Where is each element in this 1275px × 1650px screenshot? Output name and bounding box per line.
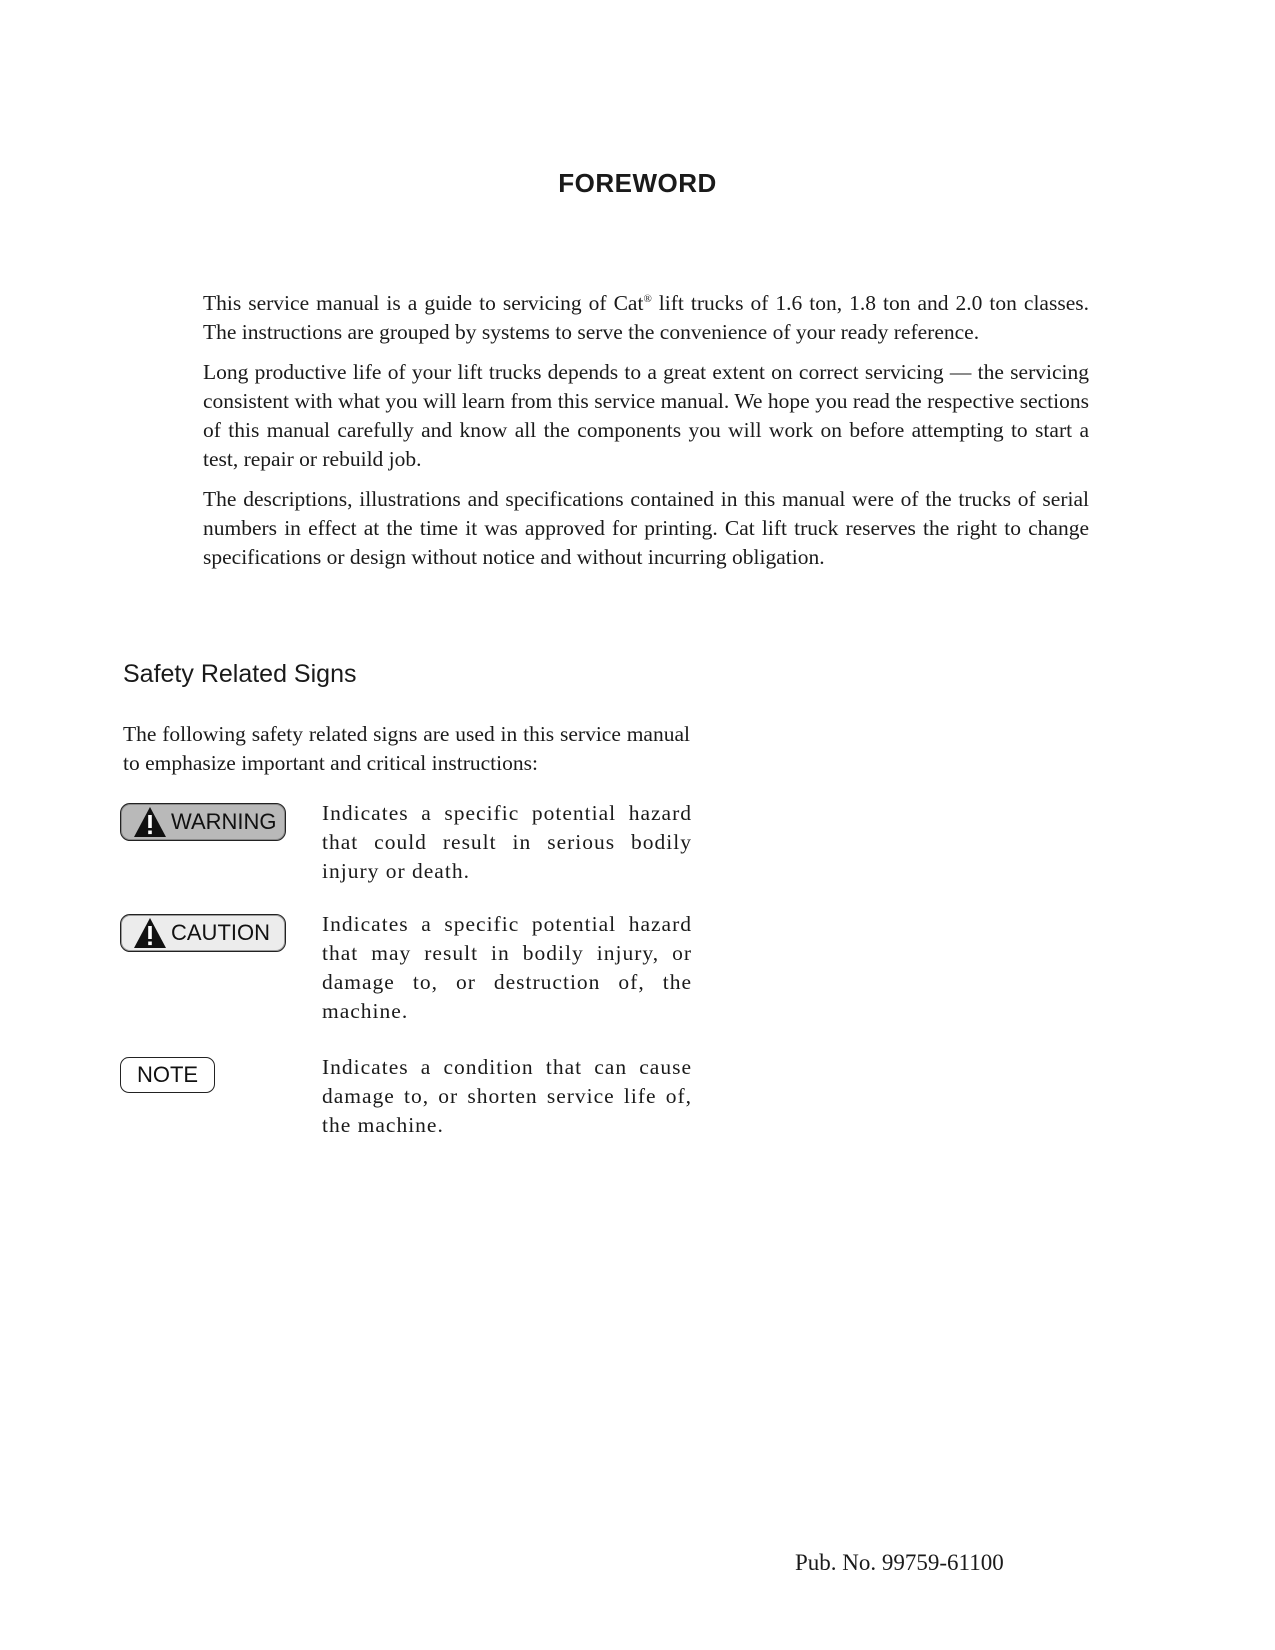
- note-badge: [120, 1057, 215, 1093]
- warning-badge: [120, 803, 286, 841]
- foreword-paragraph-1-text: This service manual is a guide to servicing of Cat: [203, 291, 644, 315]
- caution-badge: [120, 914, 286, 952]
- warning-description: Indicates a specific potential hazard that could result in serious bodily injury or death.: [322, 801, 692, 883]
- warning-triangle-icon: [133, 917, 167, 949]
- warning-label: WARNING: [171, 809, 277, 834]
- caution-label: CAUTION: [171, 920, 270, 945]
- foreword-paragraph-3: The descriptions, illustrations and specifications contained in this manual were of the trucks of serial numbers in effect at the time it was approved for printing. Cat lift truck reserves the right to change specifications or design without notice and without incurring obligation.: [203, 487, 1089, 569]
- page-title: FOREWORD: [558, 168, 717, 198]
- registered-mark: ®: [643, 293, 652, 305]
- caution-description: Indicates a specific potential hazard that may result in bodily injury, or damage to, or destruction of, the machine.: [322, 912, 692, 1023]
- foreword-paragraph-1: [203, 289, 1089, 347]
- foreword-paragraph-2: Long productive life of your lift trucks depends to a great extent on correct servicing — the servicing consistent with what you will learn from this service manual. We hope you read the respective sections of this manual carefully and know all the components you will work on before attempting to start a test, repair or rebuild job.: [203, 360, 1089, 471]
- section-heading: Safety Related Signs: [123, 660, 357, 688]
- note-label: NOTE: [136, 1062, 199, 1087]
- section-intro: The following safety related signs are used in this service manual to emphasize important and critical instructions:: [123, 722, 690, 775]
- foreword-paragraph-1-text-cont: lift trucks of 1.6 ton, 1.8 ton and 2.0 ton classes. The instructions are grouped by systems to serve the convenience of your ready reference.: [203, 291, 1089, 344]
- warning-triangle-icon: [133, 806, 167, 838]
- note-description: Indicates a condition that can cause damage to, or shorten service life of, the machine.: [322, 1055, 692, 1137]
- foreword-body: [203, 289, 1089, 583]
- publication-number: Pub. No. 99759-61100: [795, 1550, 1004, 1575]
